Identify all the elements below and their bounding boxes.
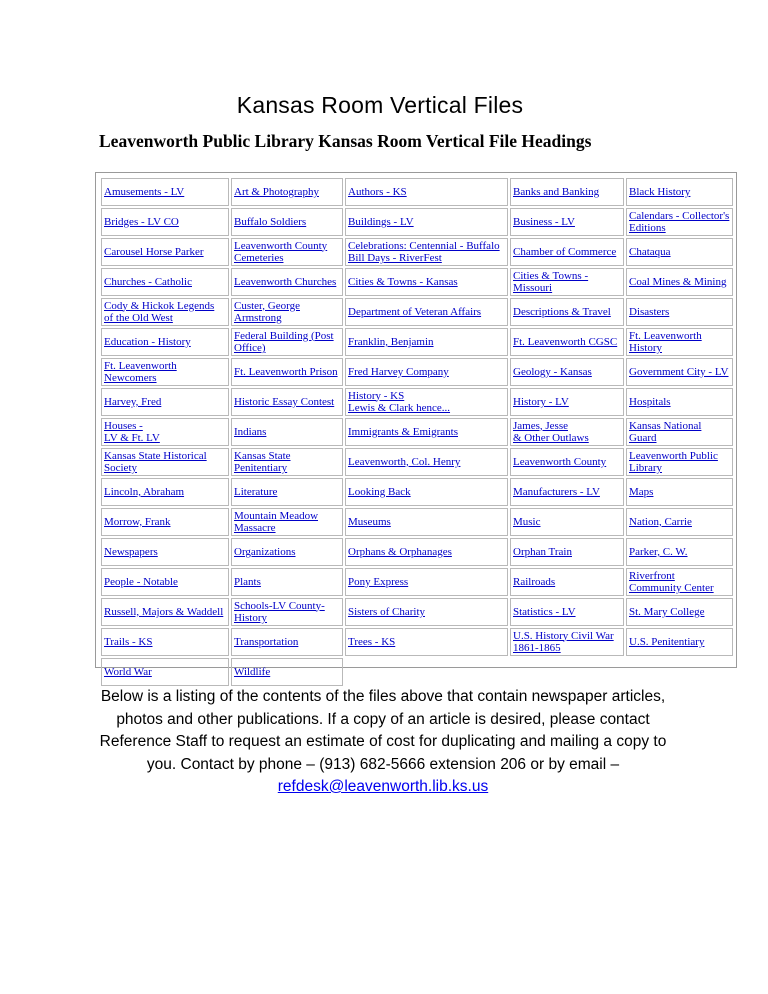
table-cell — [626, 478, 733, 506]
heading-link[interactable]: Nation, Carrie — [629, 515, 692, 528]
heading-link[interactable]: Statistics - LV — [513, 605, 576, 618]
heading-link[interactable]: Government City - LV — [629, 365, 729, 378]
heading-link[interactable]: Harvey, Fred — [104, 395, 162, 408]
heading-link[interactable]: Sisters of Charity — [348, 605, 425, 618]
table-cell — [231, 568, 343, 596]
table-cell — [101, 598, 229, 626]
table-cell — [345, 238, 508, 266]
table-cell — [345, 298, 508, 326]
heading-link[interactable]: Immigrants & Emigrants — [348, 425, 458, 438]
heading-link[interactable]: Maps — [629, 485, 654, 498]
table-cell — [345, 208, 508, 236]
heading-link[interactable]: Authors - KS — [348, 185, 407, 198]
table-cell — [231, 628, 343, 656]
contents-note — [88, 686, 678, 799]
table-cell — [345, 388, 508, 416]
heading-link[interactable]: Historic Essay Contest — [234, 395, 335, 408]
table-cell — [510, 208, 624, 236]
table-cell — [231, 598, 343, 626]
heading-link[interactable]: Cities & Towns - Missouri — [513, 269, 589, 294]
table-cell — [231, 238, 343, 266]
heading-link[interactable]: Leavenworth County — [513, 455, 607, 468]
table-cell — [101, 298, 229, 326]
table-row — [101, 658, 733, 686]
heading-link[interactable]: Ft. Leavenworth History — [629, 329, 702, 354]
heading-link[interactable]: Education - History — [104, 335, 191, 348]
heading-link[interactable]: Fred Harvey Company — [348, 365, 449, 378]
table-cell — [626, 658, 733, 686]
contents-note-text: Below is a listing of the contents of the files above that contain newspaper articles, photos and other publications. If a copy of an article is desired, please contact Reference Staff to request an estimate of cost for duplicating and mailing a copy to you. Contact by phone – (913) 682-5666 extension 206 or by email – — [99, 688, 667, 773]
table-row — [101, 328, 733, 356]
heading-link[interactable]: Leavenworth County Cemeteries — [234, 239, 328, 264]
heading-link[interactable]: People - Notable — [104, 575, 178, 588]
heading-link[interactable]: Schools-LV County-History — [234, 599, 325, 624]
table-cell — [231, 448, 343, 476]
table-cell — [626, 628, 733, 656]
table-row — [101, 208, 733, 236]
table-row — [101, 448, 733, 476]
heading-link[interactable]: Ft. Leavenworth Newcomers — [104, 359, 177, 384]
table-cell — [626, 448, 733, 476]
table-cell — [345, 508, 508, 536]
table-cell — [231, 388, 343, 416]
heading-link[interactable]: Literature — [234, 485, 278, 498]
table-cell — [101, 508, 229, 536]
table-cell — [101, 358, 229, 386]
table-cell — [101, 178, 229, 206]
heading-link[interactable]: Indians — [234, 425, 267, 438]
table-cell — [345, 358, 508, 386]
table-row — [101, 418, 733, 446]
heading-link[interactable]: Carousel Horse Parker — [104, 245, 204, 258]
table-row — [101, 538, 733, 566]
table-row — [101, 238, 733, 266]
heading-link[interactable]: Riverfront Community Center — [629, 569, 714, 594]
table-cell — [101, 418, 229, 446]
heading-link[interactable]: Wildlife — [234, 665, 271, 678]
table-cell — [510, 358, 624, 386]
table-cell — [510, 178, 624, 206]
heading-link[interactable]: World War — [104, 665, 152, 678]
table-cell — [101, 448, 229, 476]
heading-link[interactable]: Chataqua — [629, 245, 671, 258]
table-cell — [345, 598, 508, 626]
heading-link[interactable]: Orphans & Orphanages — [348, 545, 452, 558]
vertical-file-headings-table — [95, 172, 737, 678]
heading-link[interactable]: U.S. History Civil War 1861-1865 — [513, 629, 614, 654]
heading-link[interactable]: Churches - Catholic — [104, 275, 192, 288]
table-cell — [626, 238, 733, 266]
heading-link[interactable]: Pony Express — [348, 575, 409, 588]
heading-link[interactable]: Plants — [234, 575, 261, 588]
heading-link[interactable]: Buildings - LV — [348, 215, 414, 228]
table-row — [101, 508, 733, 536]
table-cell — [510, 628, 624, 656]
heading-link[interactable]: Ft. Leavenworth CGSC — [513, 335, 618, 348]
heading-link[interactable]: Disasters — [629, 305, 670, 318]
heading-link[interactable]: Buffalo Soldiers — [234, 215, 307, 228]
table-cell — [101, 208, 229, 236]
heading-link[interactable]: Ft. Leavenworth Prison — [234, 365, 338, 378]
heading-link[interactable]: Franklin, Benjamin — [348, 335, 434, 348]
heading-link[interactable]: Cody & Hickok Legends of the Old West — [104, 299, 215, 324]
heading-link[interactable]: Federal Building (Post Office) — [234, 329, 334, 354]
heading-link[interactable]: Mountain Meadow Massacre — [234, 509, 319, 534]
table-cell — [626, 538, 733, 566]
headings-grid — [99, 176, 735, 688]
heading-link[interactable]: Transportation — [234, 635, 299, 648]
heading-link[interactable]: Celebrations: Centennial - Buffalo Bill Days - RiverFest — [348, 239, 500, 264]
heading-link[interactable]: Leavenworth, Col. Henry — [348, 455, 461, 468]
heading-link[interactable]: Business - LV — [513, 215, 575, 228]
table-row — [101, 478, 733, 506]
table-cell — [101, 238, 229, 266]
table-cell — [626, 298, 733, 326]
table-cell — [510, 388, 624, 416]
table-cell — [231, 538, 343, 566]
table-cell — [231, 658, 343, 686]
page-title: Kansas Room Vertical Files — [236, 92, 524, 118]
table-cell — [626, 418, 733, 446]
heading-link[interactable]: Calendars - Collector's Editions — [629, 209, 730, 234]
heading-link[interactable]: Hospitals — [629, 395, 671, 408]
heading-link[interactable]: Railroads — [513, 575, 556, 588]
table-cell — [626, 598, 733, 626]
heading-link[interactable]: Chamber of Commerce — [513, 245, 617, 258]
heading-link[interactable]: History - KS Lewis & Clark hence... — [348, 389, 451, 414]
table-cell — [345, 178, 508, 206]
heading-link[interactable]: Black History — [629, 185, 691, 198]
heading-link[interactable]: Department of Veteran Affairs — [348, 305, 482, 318]
table-cell — [510, 238, 624, 266]
table-row — [101, 568, 733, 596]
heading-link[interactable]: Banks and Banking — [513, 185, 600, 198]
heading-link[interactable]: Lincoln, Abraham — [104, 485, 185, 498]
table-cell — [345, 418, 508, 446]
table-cell — [345, 478, 508, 506]
table-cell — [101, 568, 229, 596]
table-cell — [101, 628, 229, 656]
table-cell — [510, 328, 624, 356]
heading-link[interactable]: Trees - KS — [348, 635, 396, 648]
heading-link[interactable]: Art & Photography — [234, 185, 319, 198]
heading-link[interactable]: Cities & Towns - Kansas — [348, 275, 458, 288]
table-cell — [510, 538, 624, 566]
heading-link[interactable]: James, Jesse & Other Outlaws — [513, 419, 589, 444]
table-cell — [626, 208, 733, 236]
table-row — [101, 268, 733, 296]
table-cell — [345, 538, 508, 566]
table-cell — [345, 658, 508, 686]
heading-link[interactable]: Geology - Kansas — [513, 365, 592, 378]
heading-link[interactable]: Orphan Train — [513, 545, 572, 558]
table-cell — [345, 328, 508, 356]
table-cell — [510, 418, 624, 446]
heading-link[interactable]: Coal Mines & Mining — [629, 275, 727, 288]
table-cell — [101, 538, 229, 566]
heading-link[interactable]: History - LV — [513, 395, 569, 408]
table-cell — [626, 568, 733, 596]
table-cell — [345, 568, 508, 596]
table-cell — [231, 178, 343, 206]
table-cell — [345, 448, 508, 476]
heading-link[interactable]: Amusements - LV — [104, 185, 185, 198]
heading-link[interactable]: Kansas State Penitentiary — [234, 449, 291, 474]
table-cell — [345, 628, 508, 656]
heading-link[interactable]: Russell, Majors & Waddell — [104, 605, 224, 618]
heading-link[interactable]: Houses - LV & Ft. LV — [104, 419, 160, 444]
table-cell — [101, 658, 229, 686]
heading-link[interactable]: St. Mary College — [629, 605, 705, 618]
heading-link[interactable]: Music — [513, 515, 541, 528]
table-cell — [510, 478, 624, 506]
heading-link[interactable]: Museums — [348, 515, 391, 528]
heading-link[interactable]: Kansas State Historical Society — [104, 449, 207, 474]
table-row — [101, 298, 733, 326]
table-cell — [510, 448, 624, 476]
heading-link[interactable]: Kansas National Guard — [629, 419, 702, 444]
table-cell — [101, 388, 229, 416]
heading-link[interactable]: Custer, George Armstrong — [234, 299, 300, 324]
heading-link[interactable]: Leavenworth Public Library — [629, 449, 718, 474]
table-cell — [626, 388, 733, 416]
heading-link[interactable]: Descriptions & Travel — [513, 305, 611, 318]
heading-link[interactable]: Leavenworth Churches — [234, 275, 337, 288]
table-cell — [626, 268, 733, 296]
table-cell — [626, 358, 733, 386]
table-cell — [101, 268, 229, 296]
table-cell — [231, 268, 343, 296]
table-cell — [101, 478, 229, 506]
table-cell — [626, 328, 733, 356]
table-row — [101, 358, 733, 386]
heading-link[interactable]: Trails - KS — [104, 635, 153, 648]
table-cell — [231, 508, 343, 536]
heading-link[interactable]: Morrow, Frank — [104, 515, 171, 528]
reference-email-link[interactable]: refdesk@leavenworth.lib.ks.us — [277, 778, 489, 795]
table-cell — [231, 298, 343, 326]
table-cell — [626, 178, 733, 206]
heading-link[interactable]: Looking Back — [348, 485, 411, 498]
table-cell — [231, 418, 343, 446]
table-row — [101, 598, 733, 626]
table-cell — [510, 508, 624, 536]
table-cell — [626, 508, 733, 536]
table-cell — [231, 328, 343, 356]
heading-link[interactable]: Bridges - LV CO — [104, 215, 179, 228]
table-cell — [231, 208, 343, 236]
heading-link[interactable]: U.S. Penitentiary — [629, 635, 705, 648]
heading-link[interactable]: Parker, C. W. — [629, 545, 688, 558]
table-row — [101, 178, 733, 206]
table-cell — [345, 268, 508, 296]
heading-link[interactable]: Organizations — [234, 545, 296, 558]
table-cell — [231, 478, 343, 506]
table-cell — [231, 358, 343, 386]
table-cell — [510, 598, 624, 626]
page-subtitle: Leavenworth Public Library Kansas Room Vertical File Headings — [99, 131, 592, 151]
table-row — [101, 628, 733, 656]
table-cell — [510, 568, 624, 596]
heading-link[interactable]: Newspapers — [104, 545, 158, 558]
table-cell — [101, 328, 229, 356]
heading-link[interactable]: Manufacturers - LV — [513, 485, 600, 498]
table-cell — [510, 268, 624, 296]
table-row — [101, 388, 733, 416]
table-cell — [510, 658, 624, 686]
table-cell — [510, 298, 624, 326]
